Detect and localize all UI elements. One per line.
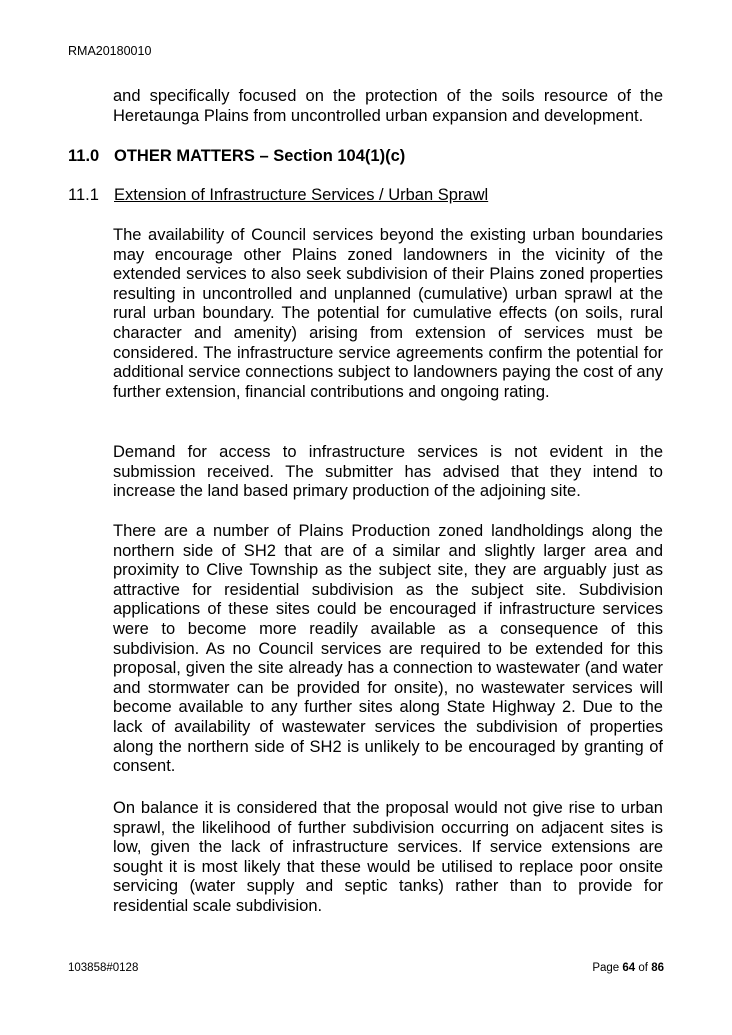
- footer-document-id: 103858#0128: [68, 962, 139, 974]
- of-label: of: [638, 962, 648, 974]
- document-reference: RMA20180010: [68, 44, 152, 58]
- paragraph: On balance it is considered that the proposal would not give rise to urban sprawl, the likelihood of further subdivision occurring on adjacent sites is low, given the lack of infrastructure services. If service extensions are sought it is most likely that these would be utilised to replace poor onsite servicing (water supply and septic tanks) rather than to provide for residential scale subdivision.: [113, 799, 663, 915]
- current-page: 64: [622, 962, 636, 974]
- section-number: 11.0: [68, 147, 100, 165]
- subsection-heading: [68, 186, 488, 205]
- subsection-number: 11.1: [68, 186, 99, 204]
- paragraph: Demand for access to infrastructure services is not evident in the submission received. The submitter has advised that they intend to increase the land based primary production of the adjoining site.: [113, 443, 663, 501]
- total-pages: 86: [651, 962, 664, 974]
- paragraph: There are a number of Plains Production zoned landholdings along the northern side of SH2 that are of a similar and slightly larger area and proximity to Clive Township as the subject site, they are arguably just as attractive for residential subdivision as the subject site. Subdivision applications of these sites could be encouraged if infrastructure services were to become more readily available as a consequence of this subdivision. As no Council services are required to be extended for this proposal, given the site already has a connection to wastewater (and water and stormwater can be provided for onsite), no wastewater services will become available to any further sites along State Highway 2. Due to the lack of availability of wastewater services the subdivision of properties along the northern side of SH2 is unlikely to be encouraged by granting of consent.: [113, 522, 663, 776]
- subsection-title: Extension of Infrastructure Services / Urban Sprawl: [114, 186, 489, 204]
- footer-page-number: [592, 962, 664, 974]
- section-title: OTHER MATTERS – Section 104(1)(c): [114, 147, 406, 165]
- page-label: Page: [592, 962, 620, 974]
- intro-paragraph: and specifically focused on the protection of the soils resource of the Heretaunga Plains from uncontrolled urban expansion and development.: [113, 87, 663, 125]
- section-heading: [68, 147, 405, 166]
- paragraph: The availability of Council services beyond the existing urban boundaries may encourage other Plains zoned landowners in the vicinity of the extended services to also seek subdivision of their Plains zoned properties resulting in uncontrolled and unplanned (cumulative) urban sprawl at the rural urban boundary. The potential for cumulative effects (on soils, rural character and amenity) arising from extension of services must be considered. The infrastructure service agreements confirm the potential for additional service connections subject to landowners paying the cost of any further extension, financial contributions and ongoing rating.: [113, 226, 663, 401]
